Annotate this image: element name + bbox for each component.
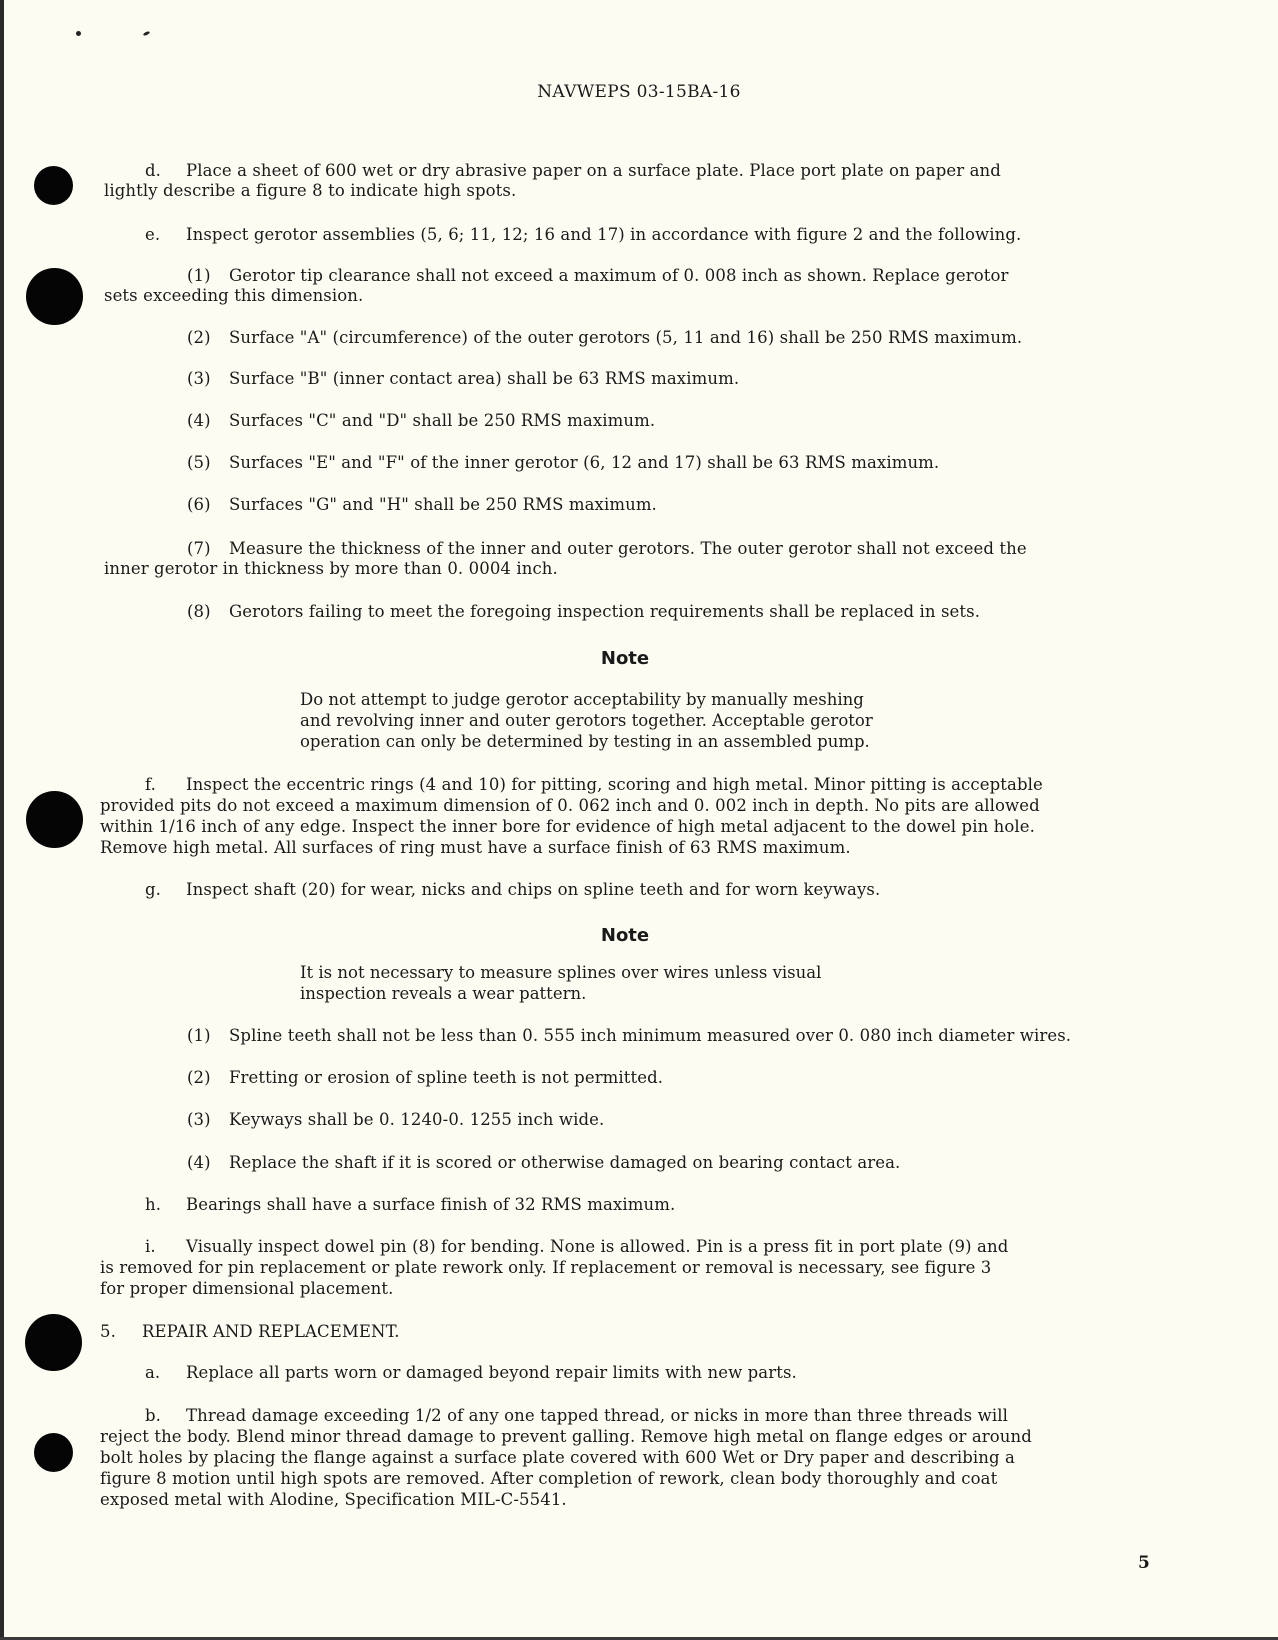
para-e-item-8: (8) Gerotors failing to meet the foregoing inspection requirements shall be replaced in sets. xyxy=(187,602,981,621)
section5-para-b-line3: bolt holes by placing the flange against a surface plate covered with 600 Wet or Dry paper and describing a xyxy=(100,1448,1015,1467)
note-title: Note xyxy=(600,648,650,669)
para-e-item-1: (1) Gerotor tip clearance shall not exceed a maximum of 0. 008 inch as shown. Replace gerotor xyxy=(187,266,1009,285)
para-g-item-2: (2) Fretting or erosion of spline teeth is not permitted. xyxy=(187,1068,664,1087)
para-d-label: d. xyxy=(145,161,162,180)
para-e-item-1-cont: sets exceeding this dimension. xyxy=(104,286,364,305)
para-e: e. Inspect gerotor assemblies (5, 6; 11, 12; 16 and 17) in accordance with figure 2 and the following. xyxy=(145,225,1022,244)
para-e-item-5: (5) Surfaces "E" and "F" of the inner gerotor (6, 12 and 17) shall be 63 RMS maximum. xyxy=(187,453,940,472)
scan-edge-left xyxy=(0,0,4,1640)
para-f-line1: f. Inspect the eccentric rings (4 and 10) for pitting, scoring and high metal. Minor pitting is acceptable xyxy=(145,775,1043,794)
para-d-line2: lightly describe a figure 8 to indicate high spots. xyxy=(104,181,517,200)
para-i-line3: for proper dimensional placement. xyxy=(100,1279,394,1298)
section5-para-b-line5: exposed metal with Alodine, Specification MIL-C-5541. xyxy=(100,1490,567,1509)
para-e-item-7: (7) Measure the thickness of the inner and outer gerotors. The outer gerotor shall not exceed the xyxy=(187,539,1027,558)
para-d-line1: d. Place a sheet of 600 wet or dry abrasive paper on a surface plate. Place port plate on paper and xyxy=(145,161,1001,180)
section5-para-b-line2: reject the body. Blend minor thread damage to prevent galling. Remove high metal on flange edges or around xyxy=(100,1427,1032,1446)
note-title: Note xyxy=(600,925,650,946)
para-e-item-2: (2) Surface "A" (circumference) of the outer gerotors (5, 11 and 16) shall be 250 RMS maximum. xyxy=(187,328,1023,347)
section5-para-b-line4: figure 8 motion until high spots are removed. After completion of rework, clean body thoroughly and coat xyxy=(100,1469,998,1488)
para-g-item-4: (4) Replace the shaft if it is scored or otherwise damaged on bearing contact area. xyxy=(187,1153,901,1172)
punch-hole xyxy=(26,791,83,848)
para-f-line4: Remove high metal. All surfaces of ring must have a surface finish of 63 RMS maximum. xyxy=(100,838,851,857)
note-body: It is not necessary to measure splines over wires unless visual inspection reveals a wear pattern. xyxy=(300,963,822,1003)
para-e-item-3: (3) Surface "B" (inner contact area) shall be 63 RMS maximum. xyxy=(187,369,740,388)
scan-speck xyxy=(76,31,81,36)
para-h: h. Bearings shall have a surface finish of 32 RMS maximum. xyxy=(145,1195,676,1214)
punch-hole xyxy=(34,166,73,205)
section5-para-b-line1: b. Thread damage exceeding 1/2 of any one tapped thread, or nicks in more than three threads will xyxy=(145,1406,1008,1425)
para-f-line3: within 1/16 inch of any edge. Inspect the inner bore for evidence of high metal adjacent to the dowel pin hole. xyxy=(100,817,1035,836)
para-i-line2: is removed for pin replacement or plate rework only. If replacement or removal is necessary, see figure 3 xyxy=(100,1258,992,1277)
punch-hole xyxy=(34,1433,73,1472)
punch-hole xyxy=(26,268,83,325)
para-e-item-4: (4) Surfaces "C" and "D" shall be 250 RMS maximum. xyxy=(187,411,656,430)
punch-hole xyxy=(25,1314,82,1371)
para-i-line1: i. Visually inspect dowel pin (8) for bending. None is allowed. Pin is a press fit in port plate (9) and xyxy=(145,1237,1009,1256)
note-body: Do not attempt to judge gerotor acceptability by manually meshing and revolving inner and outer gerotors together. Acceptable gerotor operation can only be determined by testing in an assembled pump. xyxy=(300,690,873,751)
section-heading: 5. REPAIR AND REPLACEMENT. xyxy=(100,1322,400,1341)
scan-speck xyxy=(143,31,151,37)
para-g-item-1: (1) Spline teeth shall not be less than 0. 555 inch minimum measured over 0. 080 inch diameter wires. xyxy=(187,1026,1072,1045)
section5-para-a: a. Replace all parts worn or damaged beyond repair limits with new parts. xyxy=(145,1363,797,1382)
para-e-item-6: (6) Surfaces "G" and "H" shall be 250 RMS maximum. xyxy=(187,495,657,514)
page-number: 5 xyxy=(1138,1553,1150,1573)
para-g: g. Inspect shaft (20) for wear, nicks and chips on spline teeth and for worn keyways. xyxy=(145,880,881,899)
para-g-item-3: (3) Keyways shall be 0. 1240-0. 1255 inch wide. xyxy=(187,1110,605,1129)
document-number-header: NAVWEPS 03-15BA-16 xyxy=(537,82,741,102)
para-f-line2: provided pits do not exceed a maximum dimension of 0. 062 inch and 0. 002 inch in depth. No pits are allowed xyxy=(100,796,1040,815)
para-e-item-7-cont: inner gerotor in thickness by more than 0. 0004 inch. xyxy=(104,559,558,578)
